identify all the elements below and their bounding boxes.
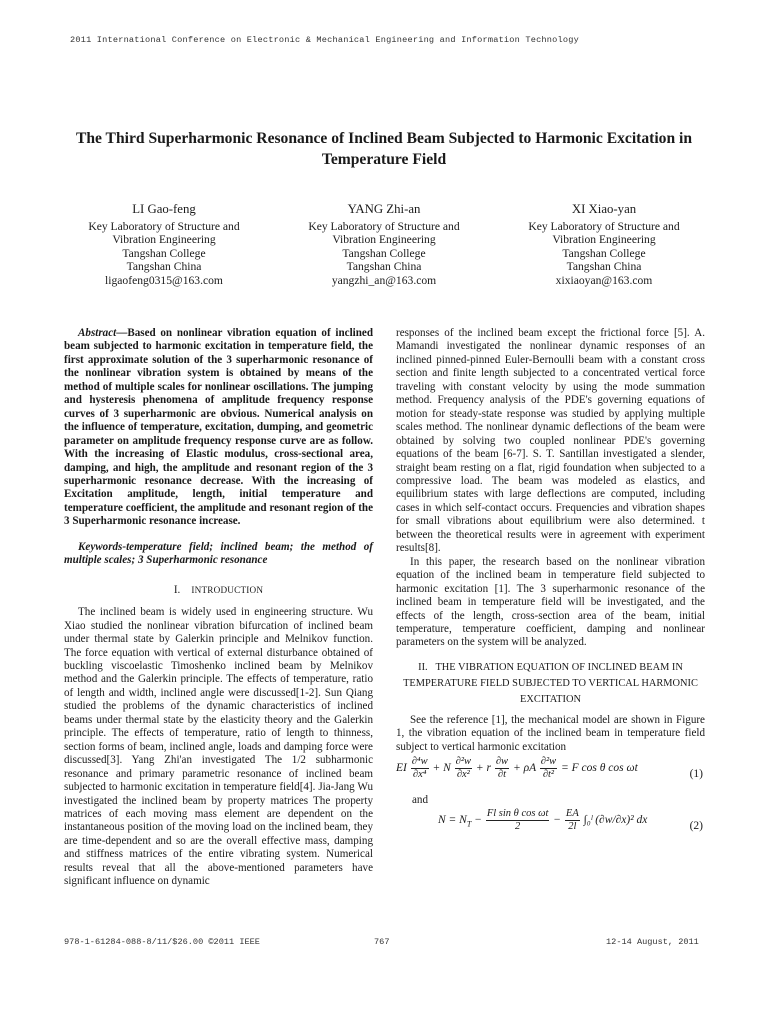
section-heading-introduction bbox=[64, 584, 373, 597]
equation-number: (1) bbox=[689, 768, 703, 781]
eq-fraction bbox=[486, 808, 550, 833]
author-email: ligaofeng0315@163.com bbox=[105, 273, 223, 287]
body-paragraph: responses of the inclined beam except the frictional force [5]. A. Mamandi investigated the nonlinear dynamic responses of an inclined pinned-pinned Euler-Bernoulli beam with a constant cross section and finite length subjected to a concentrated vertical force traveling with constant velocity by using the mode summation method. Frequency analysis of the PDE's governing equations of motion for steady-state response was studied by applying multiple scales method. The nonlinear dynamic deflections of the beam were obtained by solving two coupled nonlinear PDE's governing equations of the beam [6-7]. S. T. Santillan investigated a slender, straight beam resting on a flat, rigid foundation when subjected to a compressive load. The beam was modeled as elastics, and equilibrium states with large deflections are computed, including cases in which self-contact occurs. Frequencies and vibration shapes for small vibrations about equilibrium were also determined. t between the theoretical results were in agreement with experiment results[8]. bbox=[396, 327, 705, 555]
eq-term: + ρA bbox=[512, 762, 536, 775]
author-affiliation: Key Laboratory of Structure and bbox=[308, 219, 460, 233]
author-name: LI Gao-feng bbox=[132, 202, 196, 216]
equation-2 bbox=[438, 808, 705, 846]
author-affiliation: Tangshan China bbox=[346, 260, 422, 274]
left-column bbox=[64, 327, 373, 889]
eq-denominator: ∂t² bbox=[542, 769, 555, 781]
author-block-2 bbox=[284, 203, 484, 288]
author-block-3 bbox=[504, 203, 704, 288]
eq-term: + r bbox=[475, 762, 491, 775]
eq-denominator: 2 bbox=[514, 820, 521, 832]
paper-title: The Third Superharmonic Resonance of Inclined Beam Subjected to Harmonic Excitation in Temperature Field bbox=[75, 130, 693, 168]
eq-fraction bbox=[455, 756, 472, 781]
section-title: INTRODUCTION bbox=[191, 584, 264, 595]
author-affiliation: Tangshan College bbox=[562, 246, 646, 260]
author-affiliation: Vibration Engineering bbox=[112, 233, 216, 247]
eq-denominator: ∂t bbox=[497, 769, 507, 781]
author-affiliation: Tangshan College bbox=[122, 246, 206, 260]
author-affiliation: Tangshan China bbox=[566, 260, 642, 274]
eq-numerator: ∂²w bbox=[540, 756, 557, 768]
eq-term: − bbox=[474, 813, 482, 826]
eq-numerator: ∂²w bbox=[455, 756, 471, 768]
page-number: 767 bbox=[374, 937, 390, 947]
footer-date: 12-14 August, 2011 bbox=[606, 937, 699, 947]
eq-numerator: Fl sin θ cos ωt bbox=[486, 807, 549, 819]
author-email: xixiaoyan@163.com bbox=[555, 273, 653, 287]
eq-term: = F cos θ cos ωt bbox=[561, 762, 638, 775]
section-number: I. bbox=[173, 583, 181, 596]
section-heading-vibration-equation bbox=[396, 660, 705, 708]
equation-number: (2) bbox=[689, 819, 703, 832]
author-email: yangzhi_an@163.com bbox=[331, 273, 437, 287]
author-affiliation: Key Laboratory of Structure and bbox=[528, 219, 680, 233]
conference-header: 2011 International Conference on Electronic & Mechanical Engineering and Information Technology bbox=[70, 35, 579, 45]
eq-numerator: ∂w bbox=[495, 756, 509, 768]
abstract bbox=[64, 327, 373, 529]
eq-fraction bbox=[540, 756, 557, 781]
author-affiliation: Key Laboratory of Structure and bbox=[88, 219, 240, 233]
section-title: THE VIBRATION EQUATION OF INCLINED BEAM IN TEMPERATURE FIELD SUBJECTED TO VERTICAL HARMONIC EXCITATION bbox=[403, 661, 698, 705]
eq-term: EI bbox=[396, 762, 407, 775]
abstract-text: —Based on nonlinear vibration equation of inclined beam subjected to harmonic excitation in temperature field, the first approximate solution of the 3 superharmonic resonance of the nonlinear vibration system is obtained by means of the method of multiple scales for nonlinear oscillations. The jumping and hysteresis phenomena of amplitude frequency response curves of 3 superharmonic are obvious. Numerical analysis on the influence of temperature, excitation, dumping, and geometric parameter on amplitude frequency response curve are as follow. With the increasing of Elastic modulus, cross-sectional area, damping, and high, the amplitude and resonant region of the 3 superharmonic resonance decrease. With the increasing of Excitation amplitude, length, initial temperature and temperature coefficient, the amplitude and resonant region of the 3 Superharmonic resonance increase. bbox=[64, 327, 373, 528]
body-paragraph: In this paper, the research based on the nonlinear vibration equation of the inclined beam in temperature field subjected to harmonic excitation [1]. The 3 superharmonic resonance of the inclined beam in temperature field will be investigated, and the effects of the length, cross-section area of the beam, initial temperature, temperature coefficient, damping and nonlinear parameters on the system will be analyzed. bbox=[396, 555, 705, 649]
keywords: Keywords-temperature field; inclined beam; the method of multiple scales; 3 Superharmonic resonance bbox=[64, 540, 373, 567]
eq-denominator: 2l bbox=[568, 820, 577, 832]
eq-fraction bbox=[495, 756, 509, 781]
body-paragraph: See the reference [1], the mechanical model are shown in Figure 1, the vibration equation of the inclined beam in temperature field subject to vertical harmonic excitation bbox=[396, 713, 705, 753]
right-column bbox=[396, 327, 705, 846]
eq-term: + N bbox=[432, 762, 451, 775]
eq-fraction bbox=[411, 756, 429, 781]
introduction-paragraph: The inclined beam is widely used in engineering structure. Wu Xiao studied the nonlinear vibration bifurcation of inclined beam under thermal state by Galerkin principle and Melnikov function. The force equation with vertical of external disturbance obtained of buckling viscoelastic Timoshenko inclined beam by Melnikov method and the Galerkin principle. The effects of temperature, ratio of length and width, inclined angle were discussed[1-2]. Sun Qiang studied the problems of the dynamic characteristics of inclined beams under thermal state by the elasticity theory and the Galerkin principle. The effects of temperature, ratio of length to thinness, section forms of beam, inclined angle, loads and damping force were discussed[3]. Yang Zhi'an investigated The 1/2 subharmonic resonance and primary parametric resonance of inclined beam subjected to harmonic excitation in temperature field[4]. Jia-Jang Wu investigated the inclined beam by property matrices The property matrices of each moving mass element are dependent on the instantaneous position of the moving load on the inclined beam, they are time-dependent and so are the overall effective mass, damping and stiffness matrices of the entire vibrating system. Numerical results reveal that all the above-mentioned parameters have significant influence on dynamic bbox=[64, 606, 373, 888]
abstract-label: Abstract bbox=[78, 327, 117, 339]
eq-numerator: EA bbox=[565, 807, 579, 819]
eq-denominator: ∂x² bbox=[456, 769, 470, 781]
author-affiliation: Vibration Engineering bbox=[332, 233, 436, 247]
eq-denominator: ∂x⁴ bbox=[412, 769, 427, 781]
equation-1 bbox=[396, 756, 705, 794]
eq-integral: ∫₀ˡ (∂w/∂x)² dx bbox=[583, 813, 648, 826]
author-affiliation: Tangshan China bbox=[126, 260, 202, 274]
section-number: II. bbox=[418, 661, 428, 673]
eq-subscript: T bbox=[466, 819, 472, 829]
author-name: YANG Zhi-an bbox=[347, 202, 421, 216]
eq-term: − bbox=[553, 813, 562, 826]
eq-fraction bbox=[565, 808, 580, 833]
eq-term: N = N bbox=[438, 813, 467, 826]
author-name: XI Xiao-yan bbox=[571, 202, 637, 216]
footer-isbn: 978-1-61284-088-8/11/$26.00 ©2011 IEEE bbox=[64, 937, 260, 947]
author-affiliation: Vibration Engineering bbox=[552, 233, 656, 247]
author-affiliation: Tangshan College bbox=[342, 246, 426, 260]
connector-text: and bbox=[412, 794, 429, 807]
author-block-1 bbox=[64, 203, 264, 288]
eq-numerator: ∂⁴w bbox=[411, 756, 428, 768]
